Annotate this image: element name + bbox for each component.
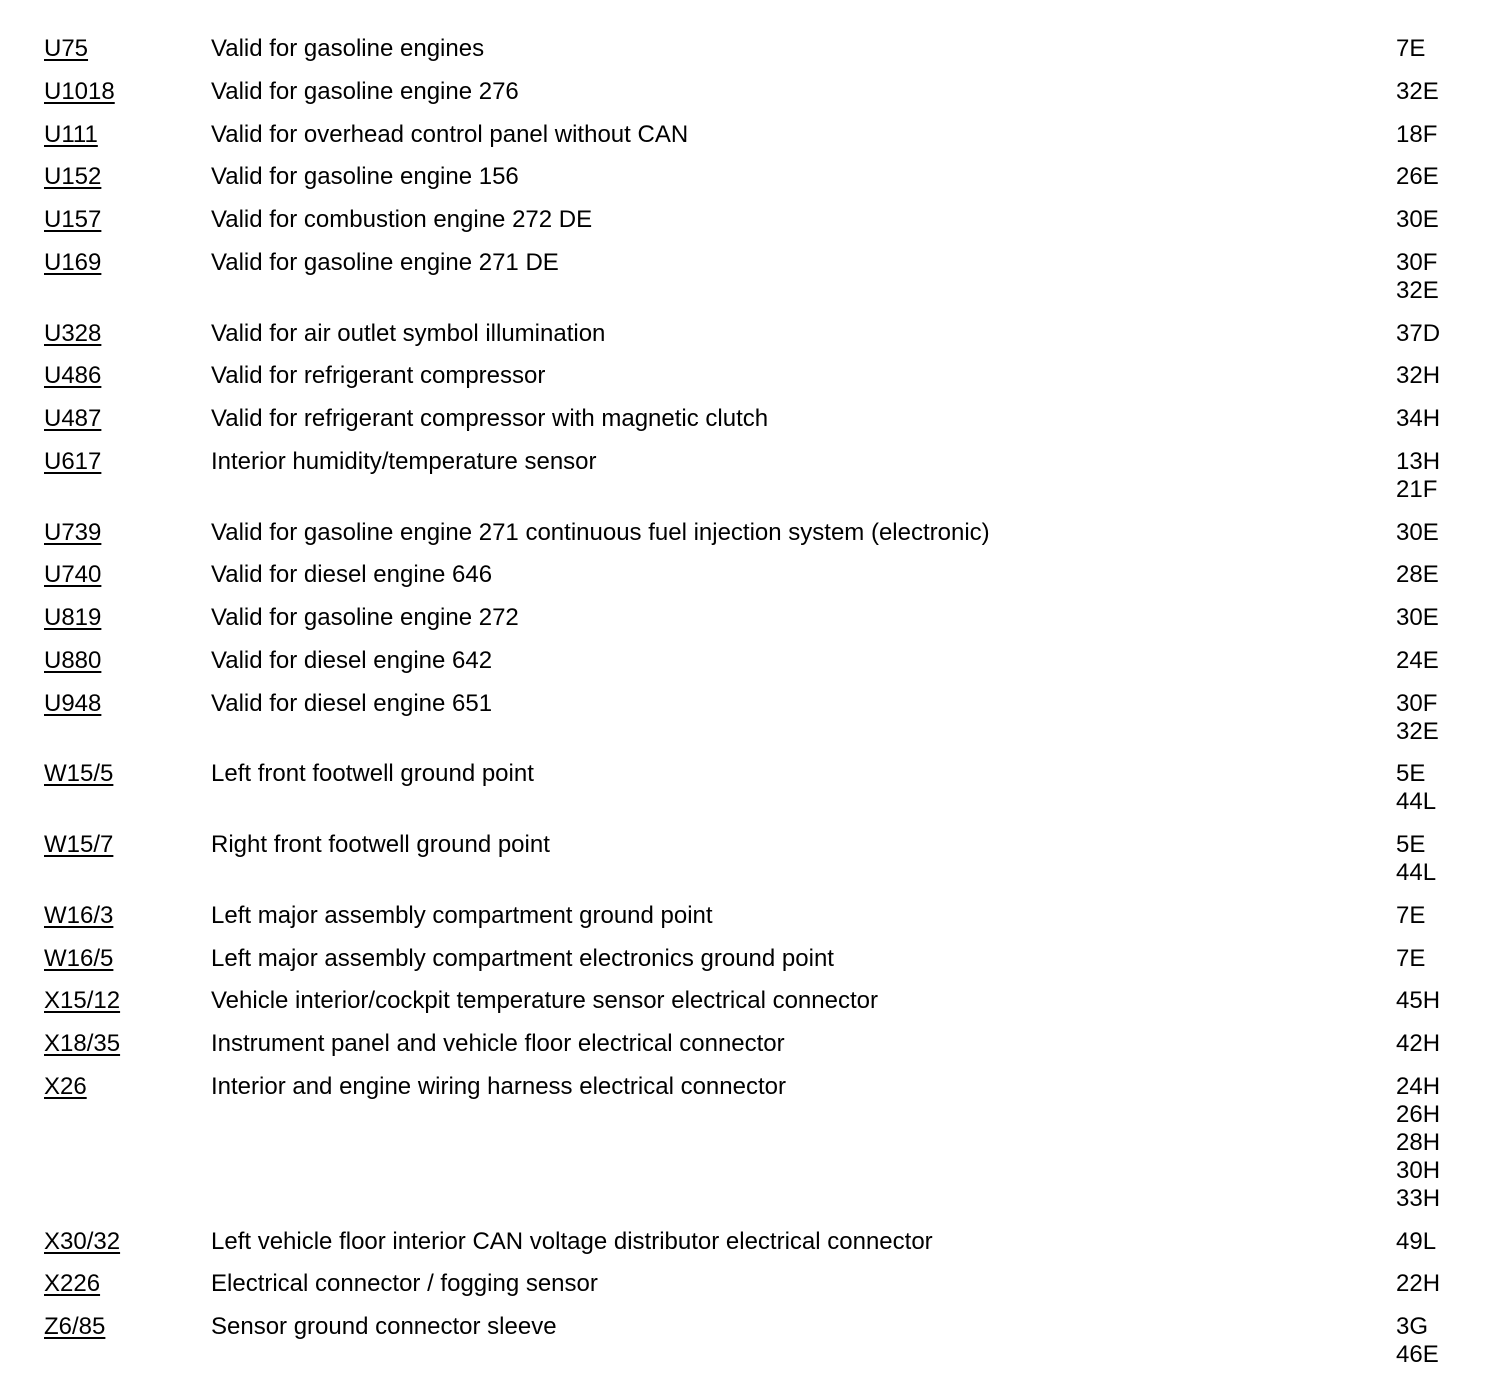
grid-coordinate: 33H <box>1396 1184 1441 1212</box>
component-description: Left major assembly compartment electronics ground point <box>211 944 834 972</box>
grid-coordinates <box>1396 647 1439 675</box>
grid-coordinate: 30F <box>1396 248 1438 276</box>
grid-coordinate: 46E <box>1396 1341 1439 1368</box>
grid-coordinate: 24H <box>1396 1072 1441 1100</box>
component-code-link[interactable]: U169 <box>44 248 102 276</box>
component-description: Valid for refrigerant compressor <box>211 362 546 390</box>
grid-coordinate: 7E <box>1396 944 1426 972</box>
grid-coordinates <box>1396 604 1439 632</box>
component-code-link[interactable]: U948 <box>44 689 102 717</box>
grid-coordinates <box>1396 448 1440 504</box>
component-description: Instrument panel and vehicle floor electrical connector <box>211 1030 785 1057</box>
component-description: Valid for diesel engine 642 <box>211 646 493 674</box>
grid-coordinates <box>1396 1030 1440 1058</box>
grid-coordinate: 32E <box>1396 717 1439 745</box>
grid-coordinate: 22H <box>1396 1270 1441 1298</box>
grid-coordinates <box>1396 35 1425 63</box>
grid-coordinate: 32E <box>1396 77 1439 105</box>
grid-coordinates <box>1396 760 1436 816</box>
grid-coordinate: 30E <box>1396 206 1439 233</box>
grid-coordinate: 30E <box>1396 604 1439 631</box>
component-description: Left vehicle floor interior CAN voltage distributor electrical connector <box>211 1227 933 1255</box>
grid-coordinates <box>1396 78 1439 106</box>
component-code-link[interactable]: W16/5 <box>44 944 114 972</box>
grid-coordinate: 49L <box>1396 1227 1437 1255</box>
component-code-link[interactable]: X30/32 <box>44 1227 121 1255</box>
component-description: Valid for gasoline engines <box>211 35 485 62</box>
component-description: Valid for diesel engine 646 <box>211 561 493 589</box>
grid-coordinate: 24E <box>1396 646 1439 674</box>
grid-coordinate: 26H <box>1396 1100 1441 1128</box>
component-code-link[interactable]: W15/7 <box>44 831 114 858</box>
grid-coordinates <box>1396 831 1436 887</box>
component-description: Right front footwell ground point <box>211 831 550 858</box>
component-code-link[interactable]: U157 <box>44 206 102 233</box>
grid-coordinates <box>1396 206 1439 234</box>
grid-coordinates <box>1396 121 1437 149</box>
component-code-link[interactable]: X26 <box>44 1072 87 1100</box>
grid-coordinates <box>1396 163 1439 191</box>
component-description: Valid for diesel engine 651 <box>211 689 493 717</box>
component-description: Electrical connector / fogging sensor <box>211 1270 598 1298</box>
component-code-link[interactable]: U739 <box>44 518 102 546</box>
component-description: Valid for gasoline engine 271 DE <box>211 248 559 276</box>
grid-coordinate: 13H <box>1396 447 1441 475</box>
grid-coordinate: 30F <box>1396 689 1438 717</box>
component-description: Valid for combustion engine 272 DE <box>211 206 593 233</box>
grid-coordinate: 28H <box>1396 1128 1441 1156</box>
component-code-link[interactable]: U328 <box>44 319 102 347</box>
grid-coordinates <box>1396 249 1439 305</box>
grid-coordinate: 42H <box>1396 1030 1441 1057</box>
component-code-link[interactable]: U486 <box>44 362 102 390</box>
grid-coordinates <box>1396 320 1440 348</box>
component-code-link[interactable]: Z6/85 <box>44 1313 106 1340</box>
grid-coordinate: 30H <box>1396 1156 1441 1184</box>
grid-coordinates <box>1396 1073 1440 1213</box>
grid-coordinate: 26E <box>1396 163 1439 191</box>
grid-coordinate: 7E <box>1396 901 1426 929</box>
grid-coordinates <box>1396 1270 1440 1298</box>
component-description: Valid for gasoline engine 272 <box>211 604 519 631</box>
component-code-link[interactable]: U111 <box>44 120 98 148</box>
grid-coordinate: 45H <box>1396 987 1441 1015</box>
component-code-link[interactable]: W15/5 <box>44 760 114 788</box>
grid-coordinate: 32E <box>1396 276 1439 304</box>
component-description: Valid for gasoline engine 271 continuous fuel injection system (electronic) <box>211 518 990 546</box>
component-description: Valid for air outlet symbol illumination <box>211 319 606 347</box>
component-code-link[interactable]: X15/12 <box>44 987 121 1015</box>
grid-coordinate: 37D <box>1396 319 1441 347</box>
grid-coordinate: 7E <box>1396 35 1426 62</box>
component-code-link[interactable]: U617 <box>44 447 102 475</box>
component-code-link[interactable]: U880 <box>44 646 102 674</box>
grid-coordinates <box>1396 902 1425 930</box>
grid-coordinate: 21F <box>1396 475 1438 503</box>
component-code-link[interactable]: U487 <box>44 405 102 432</box>
component-description: Left front footwell ground point <box>211 760 534 788</box>
component-code-link[interactable]: U740 <box>44 561 102 589</box>
component-description: Interior humidity/temperature sensor <box>211 447 597 475</box>
grid-coordinates <box>1396 1228 1436 1256</box>
grid-coordinate: 3G <box>1396 1313 1429 1340</box>
grid-coordinates <box>1396 690 1439 746</box>
grid-coordinates <box>1396 987 1440 1015</box>
component-description: Left major assembly compartment ground point <box>211 901 713 929</box>
grid-coordinate: 28E <box>1396 561 1439 589</box>
component-code-link[interactable]: W16/3 <box>44 901 114 929</box>
component-code-link[interactable]: U152 <box>44 163 102 191</box>
component-description: Valid for overhead control panel without CAN <box>211 120 689 148</box>
component-description: Valid for gasoline engine 156 <box>211 163 519 191</box>
component-description: Interior and engine wiring harness electrical connector <box>211 1072 786 1100</box>
component-code-link[interactable]: U819 <box>44 604 102 631</box>
component-code-link[interactable]: U75 <box>44 35 89 62</box>
grid-coordinates <box>1396 519 1439 547</box>
component-description: Vehicle interior/cockpit temperature sensor electrical connector <box>211 987 878 1015</box>
grid-coordinates <box>1396 405 1440 433</box>
grid-coordinate: 30E <box>1396 518 1439 546</box>
grid-coordinates <box>1396 561 1439 589</box>
grid-coordinate: 34H <box>1396 405 1441 432</box>
grid-coordinate: 44L <box>1396 788 1437 816</box>
component-code-link[interactable]: X226 <box>44 1270 101 1298</box>
grid-coordinate: 5E <box>1396 760 1426 788</box>
grid-coordinate: 18F <box>1396 120 1438 148</box>
component-description: Valid for refrigerant compressor with magnetic clutch <box>211 405 769 432</box>
grid-coordinates <box>1396 362 1440 390</box>
grid-coordinates <box>1396 945 1425 973</box>
grid-coordinate: 5E <box>1396 831 1426 858</box>
component-description: Sensor ground connector sleeve <box>211 1313 557 1340</box>
grid-coordinate: 32H <box>1396 362 1441 390</box>
component-code-link[interactable]: X18/35 <box>44 1030 121 1057</box>
component-description: Valid for gasoline engine 276 <box>211 77 519 105</box>
grid-coordinate: 44L <box>1396 859 1437 886</box>
component-code-link[interactable]: U1018 <box>44 77 115 105</box>
grid-coordinates <box>1396 1313 1439 1369</box>
